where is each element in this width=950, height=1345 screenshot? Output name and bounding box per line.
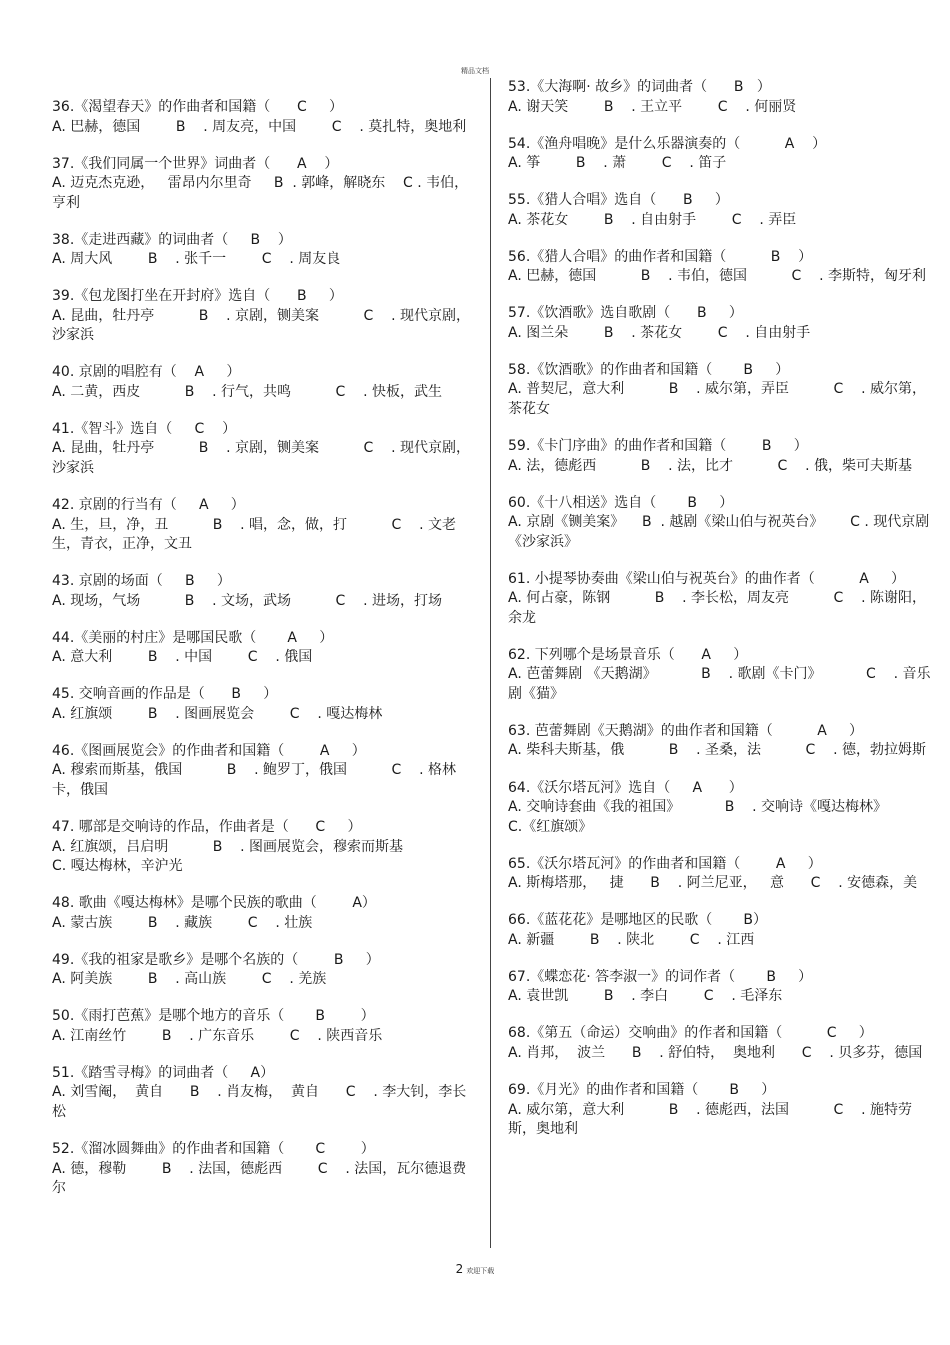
page-footer: [0, 1258, 950, 1277]
question-item: [508, 304, 933, 343]
question-item: [508, 722, 933, 761]
question-item: [52, 420, 477, 479]
question-item: [508, 437, 933, 476]
question-text: 64.《沃尔塔瓦河》选自（ A ）: [508, 779, 743, 796]
question-text: 56.《猎人合唱》的曲作者和国籍（ B ）: [508, 248, 813, 265]
question-options: A. 蒙古族 B . 藏族 C . 壮族: [52, 914, 313, 931]
question-options: A. 生，旦，净，丑 B . 唱，念，做，打 C . 文老生，青衣，正净，文丑: [52, 516, 457, 553]
question-text: 45. 交响音画的作品是（ B ）: [52, 686, 278, 703]
question-item: [52, 363, 477, 402]
question-item: [52, 155, 477, 214]
question-options: A. 柴科夫斯基，俄 B . 圣桑，法 C . 德，勃拉姆斯: [508, 742, 927, 759]
question-text: 37.《我们同属一个世界》词曲者（ A ）: [52, 155, 339, 172]
question-text: 57.《饮酒歌》选自歌剧（ B ）: [508, 305, 743, 322]
question-options: A. 何占豪，陈钢 B . 李长松，周友亮 C . 陈谢阳，余龙: [508, 590, 927, 626]
question-text: 67.《蝶恋花· 答李淑一》的词作者（ B ）: [508, 968, 813, 985]
question-options: A. 肖邦， 波兰 B . 舒伯特， 奥地利 C . 贝多芬，德国: [508, 1044, 923, 1061]
question-options: A. 穆索而斯基，俄国 B . 鲍罗丁，俄国 C . 格林卡，俄国: [52, 762, 457, 798]
question-item: [52, 818, 477, 877]
question-options: A. 周大风 B . 张千一 C . 周友良: [52, 251, 341, 268]
question-options: A. 巴赫，德国 B . 周友亮，中国 C . 莫扎特，奥地利: [52, 118, 467, 135]
question-text: 54.《渔舟唱晚》是什么乐器演奏的（ A ）: [508, 135, 827, 152]
question-options: A. 意大利 B . 中国 C . 俄国: [52, 649, 313, 666]
footer-text: 欢迎下载: [466, 1267, 495, 1275]
right-column: [508, 78, 933, 1157]
question-text: 50.《雨打芭蕉》是哪个地方的音乐（ B ）: [52, 1008, 375, 1025]
question-text: 59.《卡门序曲》的曲作者和国籍（ B ）: [508, 438, 808, 455]
question-item: [508, 779, 933, 838]
question-options: A. 芭蕾舞剧 《天鹅湖》 B . 歌剧《卡门》 C . 音乐剧《猫》: [508, 666, 931, 702]
question-text: 60.《十八相送》选自（ B ）: [508, 494, 734, 511]
question-item: [508, 248, 933, 287]
question-text: 44.《美丽的村庄》是哪国民歌（ A ）: [52, 629, 334, 646]
left-column: [52, 98, 477, 1216]
question-text: 55.《猎人合唱》选自（ B ）: [508, 192, 729, 209]
question-text: 58.《饮酒歌》的作曲者和国籍（ B ）: [508, 361, 790, 378]
question-text: 41.《智斗》选自（ C ）: [52, 420, 237, 437]
question-options: A. 筝 B . 萧 C . 笛子: [508, 155, 727, 172]
question-text: 53.《大海啊· 故乡》的词曲者（ B ）: [508, 79, 771, 95]
question-item: [52, 1007, 477, 1046]
question-item: [52, 572, 477, 611]
question-text: 46.《图画展览会》的作曲者和国籍（ A ）: [52, 742, 366, 759]
question-item: [52, 894, 477, 933]
question-options: A. 昆曲，牡丹亭 B . 京剧，铡美案 C . 现代京剧，沙家浜: [52, 440, 471, 476]
question-item: [508, 570, 933, 629]
question-options: A. 红旗颂，吕启明 B . 图画展览会，穆索而斯基 C. 嘎达梅林，辛沪光: [52, 838, 404, 875]
question-options: A. 迈克杰克逊， 雷昂内尔里奇 B . 郭峰，解晓东 C . 韦伯，亨利: [52, 175, 469, 211]
question-text: 51.《踏雪寻梅》的词曲者（ A）: [52, 1064, 275, 1081]
question-item: [508, 646, 933, 705]
question-options: A. 交响诗套曲《我的祖国》 B . 交响诗《嘎达梅林》 C.《红旗颂》: [508, 799, 888, 835]
question-options: A. 阿美族 B . 高山族 C . 羌族: [52, 971, 327, 988]
question-item: [508, 855, 933, 894]
page-number: 2: [455, 1262, 464, 1276]
question-text: 66.《蓝花花》是哪地区的民歌（ B）: [508, 912, 768, 929]
question-text: 39.《包龙图打坐在开封府》选自（ B ）: [52, 288, 343, 305]
question-item: [508, 135, 933, 174]
question-item: [52, 629, 477, 668]
question-options: A. 巴赫，德国 B . 韦伯，德国 C . 李斯特，匈牙利: [508, 268, 927, 285]
question-text: 48. 歌曲《嘎达梅林》是哪个民族的歌曲（ A）: [52, 895, 376, 912]
question-text: 42. 京剧的行当有（ A ）: [52, 497, 245, 514]
question-options: A. 德，穆勒 B . 法国，德彪西 C . 法国，瓦尔德退费尔: [52, 1160, 467, 1196]
question-item: [52, 742, 477, 801]
question-text: 36.《渴望春天》的作曲者和国籍（ C ）: [52, 99, 343, 115]
question-options: A. 谢天笑 B . 王立平 C . 何丽贤: [508, 98, 797, 115]
question-item: [52, 98, 477, 137]
question-text: 68.《第五（命运）交响曲》的作者和国籍（ C ）: [508, 1025, 873, 1042]
question-item: [508, 911, 933, 950]
question-options: A. 刘雪阉， 黄自 B . 肖友梅， 黄自 C . 李大钊，李长松: [52, 1084, 467, 1120]
question-options: A. 威尔第，意大利 B . 德彪西，法国 C . 施特劳斯，奥地利: [508, 1101, 913, 1137]
question-text: 62. 下列哪个是场景音乐（ A ）: [508, 646, 748, 663]
question-text: 69.《月光》的曲作者和国籍（ B ）: [508, 1082, 776, 1098]
question-options: A. 江南丝竹 B . 广东音乐 C . 陕西音乐: [52, 1027, 383, 1044]
question-item: [52, 1140, 477, 1199]
question-options: A. 红旗颂 B . 图画展览会 C . 嘎达梅林: [52, 705, 383, 722]
question-item: [508, 191, 933, 230]
question-item: [508, 78, 933, 117]
question-options: A. 图兰朵 B . 茶花女 C . 自由射手: [508, 324, 811, 341]
question-item: [508, 494, 933, 553]
question-options: A. 二黄，西皮 B . 行气，共鸣 C . 快板，武生: [52, 383, 443, 400]
question-text: 49.《我的祖家是歌乡》是哪个名族的（ B ）: [52, 951, 380, 968]
question-options: A. 斯梅塔那， 捷 B . 阿兰尼亚， 意 C . 安德森，美: [508, 875, 918, 892]
question-text: 65.《沃尔塔瓦河》的作曲者和国籍（ A ）: [508, 855, 822, 872]
question-item: [52, 685, 477, 724]
question-text: 40. 京剧的唱腔有（ A ）: [52, 364, 241, 381]
question-options: A. 现场，气场 B . 文场，武场 C . 进场，打场: [52, 592, 443, 609]
question-text: 43. 京剧的场面（ B ）: [52, 573, 231, 590]
question-item: [508, 968, 933, 1007]
question-options: A. 普契尼，意大利 B . 威尔第，弄臣 C . 威尔第，茶花女: [508, 381, 927, 417]
question-options: A. 昆曲，牡丹亭 B . 京剧，铡美案 C . 现代京剧，沙家浜: [52, 307, 471, 344]
question-item: [52, 231, 477, 270]
question-item: [508, 361, 933, 420]
question-text: 38.《走进西藏》的词曲者（ B ）: [52, 231, 292, 248]
question-text: 47. 哪部是交响诗的作品，作曲者是（ C ）: [52, 819, 362, 836]
question-item: [508, 1081, 933, 1140]
question-options: A. 法，德彪西 B . 法，比才 C . 俄，柴可夫斯基: [508, 457, 913, 474]
question-item: [508, 1024, 933, 1063]
question-item: [52, 287, 477, 346]
page-header: 精品文档: [461, 67, 489, 75]
question-text: 52.《溜冰圆舞曲》的作曲者和国籍（ C ）: [52, 1141, 375, 1157]
column-divider: [490, 78, 491, 1248]
question-text: 63. 芭蕾舞剧《天鹅湖》的曲作者和国籍（ A ）: [508, 722, 864, 739]
question-text: 61. 小提琴协奏曲《梁山伯与祝英台》的曲作者（ A ）: [508, 570, 906, 587]
question-options: A. 新疆 B . 陕北 C . 江西: [508, 931, 755, 948]
question-options: A. 袁世凯 B . 李白 C . 毛泽东: [508, 988, 783, 1005]
question-item: [52, 1064, 477, 1123]
question-item: [52, 951, 477, 990]
question-options: A. 京剧《铡美案》 B . 越剧《梁山伯与祝英台》 C . 现代京剧《沙家浜》: [508, 514, 930, 550]
question-options: A. 茶花女 B . 自由射手 C . 弄臣: [508, 211, 797, 228]
question-item: [52, 496, 477, 555]
